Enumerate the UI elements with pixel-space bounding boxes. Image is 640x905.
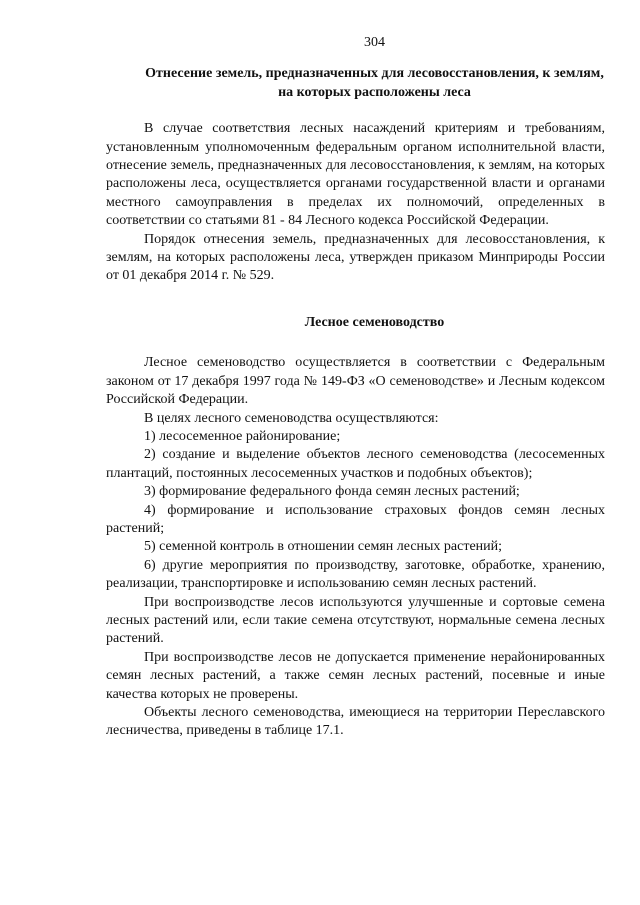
paragraph: Лесное семеноводство осуществляется в соответствии с Федеральным законом от 17 декабря 1997 года № 149-ФЗ «О семеноводстве» и Лесным кодексом Российской Федерации. — [106, 355, 605, 408]
section-heading-land-classification: Отнесение земель, предназначенных для лесовосстановления, к землям, на которых расположены леса — [145, 66, 604, 100]
list-item: 5) семенной контроль в отношении семян лесных растений; — [144, 539, 503, 555]
paragraph: При воспроизводстве лесов используются улучшенные и сортовые семена лесных растений или, если такие семена отсутствуют, нормальные семена лесных растений. — [106, 594, 605, 647]
document-page — [106, 34, 605, 741]
paragraph: Порядок отнесения земель, предназначенных для лесовосстановления, к землям, на которых расположены леса, утвержден приказом Минприроды России от 01 декабря 2014 г. № 529. — [106, 231, 605, 284]
paragraph: В целях лесного семеноводства осуществляются: — [144, 410, 439, 426]
paragraph: При воспроизводстве лесов не допускается применение нерайонированных семян лесных растений, а также семян лесных растений, посевные и иные качества которых не проверены. — [106, 649, 605, 702]
list-item: 4) формирование и использование страховых фондов семян лесных растений; — [106, 502, 605, 536]
list-item: 1) лесосеменное районирование; — [144, 428, 341, 444]
list-item: 3) формирование федерального фонда семян лесных растений; — [144, 484, 520, 500]
list-item: 6) другие мероприятия по производству, заготовке, обработке, хранению, реализации, транспортировке и использованию семян лесных растений. — [106, 557, 605, 592]
section-seed-production-body — [106, 354, 605, 741]
section-heading-seed-production: Лесное семеноводство — [304, 314, 445, 330]
section-land-classification-body — [106, 120, 605, 286]
paragraph: Объекты лесного семеноводства, имеющиеся на территории Переславского лесничества, приведены в таблице 17.1. — [106, 705, 605, 739]
page-number: 304 — [364, 35, 385, 50]
paragraph: В случае соответствия лесных насаждений критериям и требованиям, установленным уполномоченным федеральным органом исполнительной власти, отнесение земель, предназначенных для лесовосстановления, к землям, на которых расположены леса, осуществляется органами государственной власти и органами местного самоуправления в пределах их полномочий, определенных в соответствии со статьями 81 - 84 Лесного кодекса Российской Федерации. — [106, 121, 605, 229]
list-item: 2) создание и выделение объектов лесного семеноводства (лесосеменных плантаций, постоянных лесосеменных участков и подобных объектов); — [106, 447, 605, 481]
